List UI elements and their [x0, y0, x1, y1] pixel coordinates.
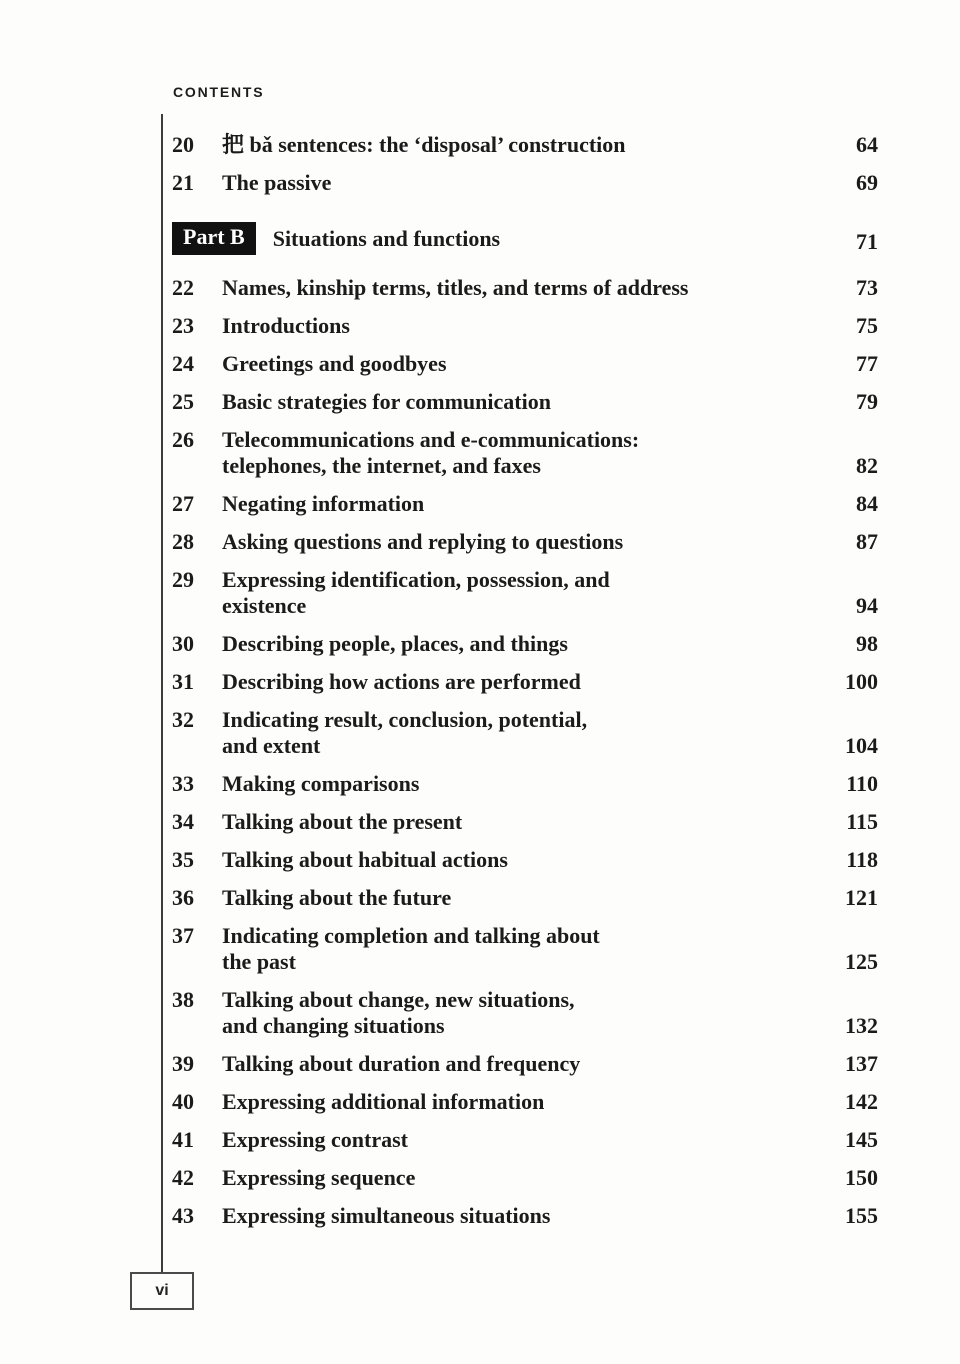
toc-list: [172, 132, 878, 1241]
part-label-badge: Part B: [172, 222, 256, 255]
entry-page-number: 87: [856, 529, 878, 554]
entry-title-line: Describing people, places, and things: [222, 631, 568, 656]
entry-page-number: 64: [856, 132, 878, 157]
toc-entry-row: [172, 1165, 878, 1191]
entry-title-line: Making comparisons: [222, 771, 420, 796]
entry-number: 26: [172, 427, 194, 452]
entry-number: 23: [172, 313, 194, 338]
entry-title-line: Basic strategies for communication: [222, 389, 551, 414]
entry-title: [222, 1089, 830, 1115]
entry-title: [222, 275, 830, 301]
toc-entry-row: [172, 885, 878, 911]
entry-number: 42: [172, 1165, 194, 1190]
entry-title: [222, 987, 830, 1039]
entry-title: [222, 771, 830, 797]
entry-title: [222, 427, 830, 479]
entry-number: 37: [172, 923, 194, 948]
entry-page-number: 132: [845, 1013, 878, 1038]
entry-title-line: Asking questions and replying to questions: [222, 529, 624, 554]
entry-title: [222, 669, 830, 695]
entry-title-line: Expressing simultaneous situations: [222, 1203, 551, 1228]
entry-title: [222, 923, 830, 975]
toc-entry-row: [172, 529, 878, 555]
toc-entry-row: [172, 275, 878, 301]
entry-number: 43: [172, 1203, 194, 1228]
entry-page-number: 137: [845, 1051, 878, 1076]
entry-title-line: and changing situations: [222, 1013, 445, 1038]
entry-title-line: Greetings and goodbyes: [222, 351, 447, 376]
toc-entry-row: [172, 313, 878, 339]
toc-entry-row: [172, 631, 878, 657]
entry-number: 40: [172, 1089, 194, 1114]
entry-page-number: 125: [845, 949, 878, 974]
entry-title-line: Describing how actions are performed: [222, 669, 581, 694]
entry-number: 29: [172, 567, 194, 592]
page-number: vi: [155, 1282, 169, 1299]
entry-title-line: Telecommunications and e-communications:: [222, 427, 640, 452]
toc-entry-row: [172, 847, 878, 873]
entry-title-line: The passive: [222, 170, 332, 195]
entry-page-number: 110: [846, 771, 878, 796]
entry-page-number: 142: [845, 1089, 878, 1114]
toc-entry-row: [172, 1051, 878, 1077]
entry-number: 32: [172, 707, 194, 732]
entry-title: [222, 170, 830, 196]
entry-page-number: 79: [856, 389, 878, 414]
entry-number: 30: [172, 631, 194, 656]
entry-page-number: 155: [845, 1203, 878, 1228]
entry-title: [222, 1165, 830, 1191]
entry-title-line: Expressing additional information: [222, 1089, 545, 1114]
entry-title: [222, 567, 830, 619]
entry-page-number: 115: [846, 809, 878, 834]
toc-entry-row: [172, 567, 878, 619]
entry-title-line: and extent: [222, 733, 321, 758]
toc-entry-row: [172, 771, 878, 797]
entry-page-number: 75: [856, 313, 878, 338]
entry-title: [222, 1203, 830, 1229]
entry-number: 35: [172, 847, 194, 872]
entry-number: 22: [172, 275, 194, 300]
entry-page-number: 150: [845, 1165, 878, 1190]
toc-entry-row: [172, 351, 878, 377]
entry-page-number: 100: [845, 669, 878, 694]
entry-page-number: 118: [846, 847, 878, 872]
entry-title-line: existence: [222, 593, 307, 618]
toc-entry-row: [172, 707, 878, 759]
entry-page-number: 98: [856, 631, 878, 656]
entry-title-line: the past: [222, 949, 296, 974]
entry-title: [222, 351, 830, 377]
entry-number: 36: [172, 885, 194, 910]
toc-entry-row: [172, 809, 878, 835]
entry-number: 34: [172, 809, 194, 834]
toc-part-row: [172, 222, 878, 255]
entry-number: 31: [172, 669, 194, 694]
entry-title: [222, 389, 830, 415]
entry-title-line: Indicating completion and talking about: [222, 923, 600, 948]
entry-title: [222, 491, 830, 517]
entry-title: [222, 631, 830, 657]
entry-number: 27: [172, 491, 194, 516]
entry-title: [222, 1127, 830, 1153]
entry-title: [222, 885, 830, 911]
toc-entry-row: [172, 1203, 878, 1229]
entry-title-line: Names, kinship terms, titles, and terms of address: [222, 275, 689, 300]
toc-entry-row: [172, 389, 878, 415]
left-margin-rule: [161, 114, 163, 1272]
entry-title-line: Expressing identification, possession, and: [222, 567, 610, 592]
entry-title-line: Talking about the present: [222, 809, 463, 834]
entry-title-line: Expressing contrast: [222, 1127, 408, 1152]
entry-page-number: 104: [845, 733, 878, 758]
entry-number: 25: [172, 389, 194, 414]
entry-title: [222, 313, 830, 339]
toc-entry-row: [172, 132, 878, 158]
entry-number: 28: [172, 529, 194, 554]
entry-title: [222, 1051, 830, 1077]
entry-page-number: 82: [856, 453, 878, 478]
entry-number: 39: [172, 1051, 194, 1076]
entry-number: 41: [172, 1127, 194, 1152]
toc-entry-row: [172, 987, 878, 1039]
part-title: Situations and functions: [272, 225, 501, 251]
entry-title-line: telephones, the internet, and faxes: [222, 453, 541, 478]
toc-entry-row: [172, 1127, 878, 1153]
toc-entry-row: [172, 491, 878, 517]
contents-running-header: CONTENTS: [173, 84, 265, 100]
entry-number: 24: [172, 351, 194, 376]
entry-page-number: 145: [845, 1127, 878, 1152]
entry-title-line: Talking about duration and frequency: [222, 1051, 581, 1076]
entry-title: [222, 529, 830, 555]
entry-number: 38: [172, 987, 194, 1012]
entry-page-number: 73: [856, 275, 878, 300]
entry-title-line: Indicating result, conclusion, potential,: [222, 707, 588, 732]
toc-entry-row: [172, 669, 878, 695]
entry-title: [222, 132, 830, 158]
entry-page-number: 77: [856, 351, 878, 376]
entry-title: [222, 707, 830, 759]
page-number-box: [130, 1272, 194, 1310]
toc-entry-row: [172, 1089, 878, 1115]
entry-title-line: Talking about change, new situations,: [222, 987, 575, 1012]
entry-title-line: Expressing sequence: [222, 1165, 416, 1190]
entry-title-line: Talking about the future: [222, 885, 452, 910]
entry-page-number: 69: [856, 170, 878, 195]
entry-title-line: Talking about habitual actions: [222, 847, 508, 872]
entry-page-number: 121: [845, 885, 878, 910]
toc-entry-row: [172, 170, 878, 196]
entry-title-line: 把 bǎ sentences: the ‘disposal’ construction: [222, 132, 626, 157]
entry-page-number: 84: [856, 491, 878, 516]
entry-title: [222, 809, 830, 835]
toc-entry-row: [172, 923, 878, 975]
entry-number: 33: [172, 771, 194, 796]
entry-number: 21: [172, 170, 194, 195]
part-page-number: 71: [856, 229, 878, 254]
entry-title: [222, 847, 830, 873]
entry-title-line: Introductions: [222, 313, 350, 338]
entry-page-number: 94: [856, 593, 878, 618]
entry-number: 20: [172, 132, 194, 157]
toc-entry-row: [172, 427, 878, 479]
entry-title-line: Negating information: [222, 491, 425, 516]
